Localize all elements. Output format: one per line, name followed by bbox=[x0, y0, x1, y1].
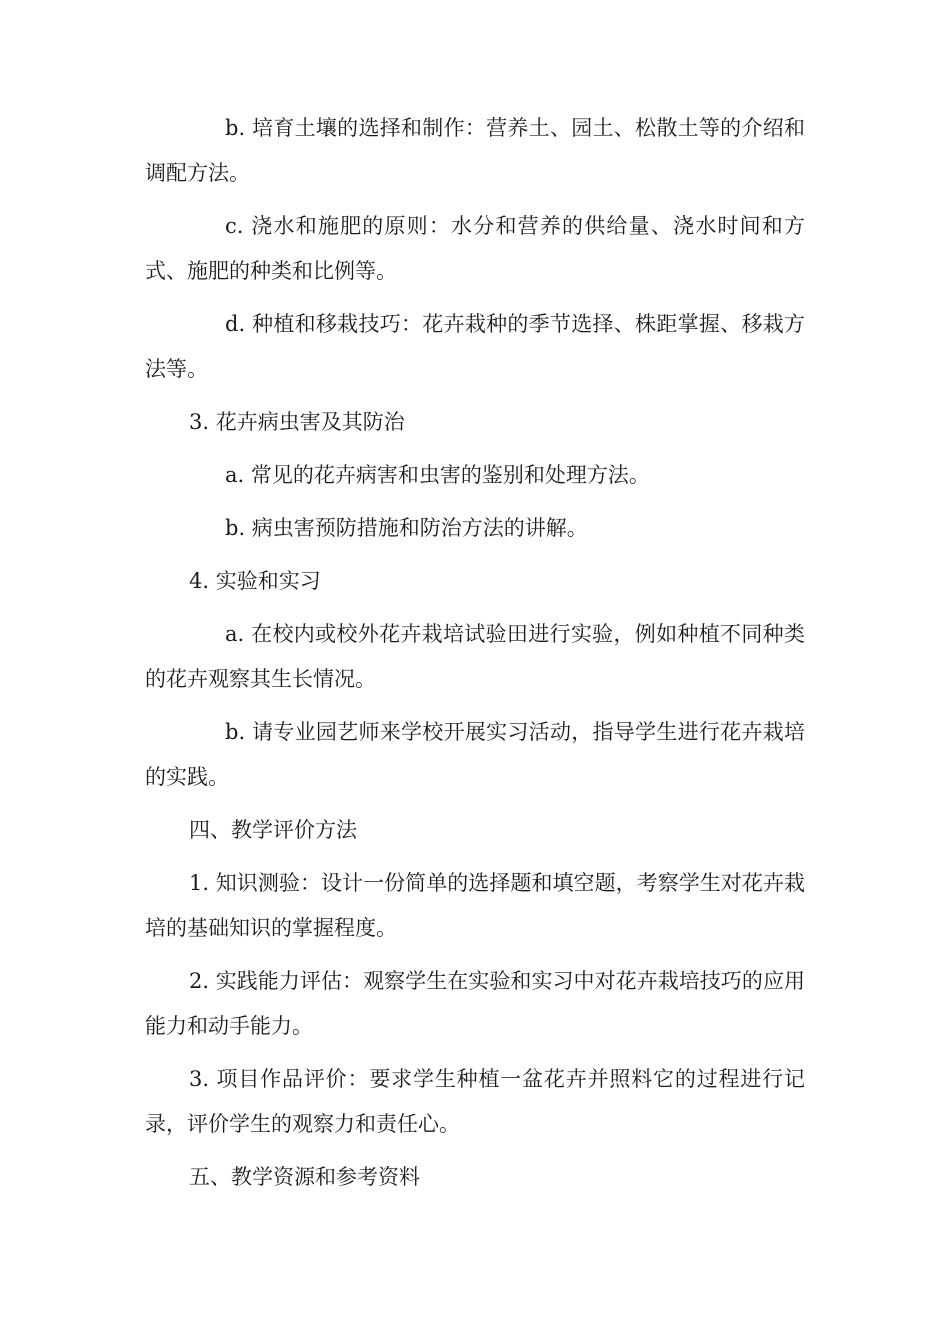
chapter-heading-resources: 五、教学资源和参考资料 bbox=[189, 1165, 420, 1189]
paragraph-watering-fertilizing: c. 浇水和施肥的原则：水分和营养的供给量、浇水时间和方式、施肥的种类和比例等。 bbox=[145, 214, 805, 283]
paragraph-practice-assessment: 2. 实践能力评估：观察学生在实验和实习中对花卉栽培技巧的应用能力和动手能力。 bbox=[145, 969, 805, 1038]
paragraph-pest-identification: a. 常见的花卉病害和虫害的鉴别和处理方法。 bbox=[225, 463, 650, 487]
paragraph-planting-transplanting: d. 种植和移栽技巧：花卉栽种的季节选择、株距掌握、移栽方法等。 bbox=[145, 312, 805, 381]
section-heading-pests: 3. 花卉病虫害及其防治 bbox=[189, 410, 405, 434]
paragraph-field-experiment: a. 在校内或校外花卉栽培试验田进行实验，例如种植不同种类的花卉观察其生长情况。 bbox=[145, 622, 805, 691]
paragraph-pest-prevention: b. 病虫害预防措施和防治方法的讲解。 bbox=[225, 516, 588, 540]
paragraph-project-evaluation: 3. 项目作品评价：要求学生种植一盆花卉并照料它的过程进行记录，评价学生的观察力和责任心。 bbox=[145, 1067, 805, 1136]
paragraph-knowledge-test: 1. 知识测验：设计一份简单的选择题和填空题，考察学生对花卉栽培的基础知识的掌握程度。 bbox=[145, 871, 805, 940]
document-body bbox=[145, 106, 805, 1208]
paragraph-soil-selection: b. 培育土壤的选择和制作：营养土、园土、松散土等的介绍和调配方法。 bbox=[145, 116, 805, 185]
paragraph-gardener-internship: b. 请专业园艺师来学校开展实习活动，指导学生进行花卉栽培的实践。 bbox=[145, 720, 805, 789]
chapter-heading-evaluation: 四、教学评价方法 bbox=[189, 818, 357, 842]
section-heading-experiments: 4. 实验和实习 bbox=[189, 569, 321, 593]
